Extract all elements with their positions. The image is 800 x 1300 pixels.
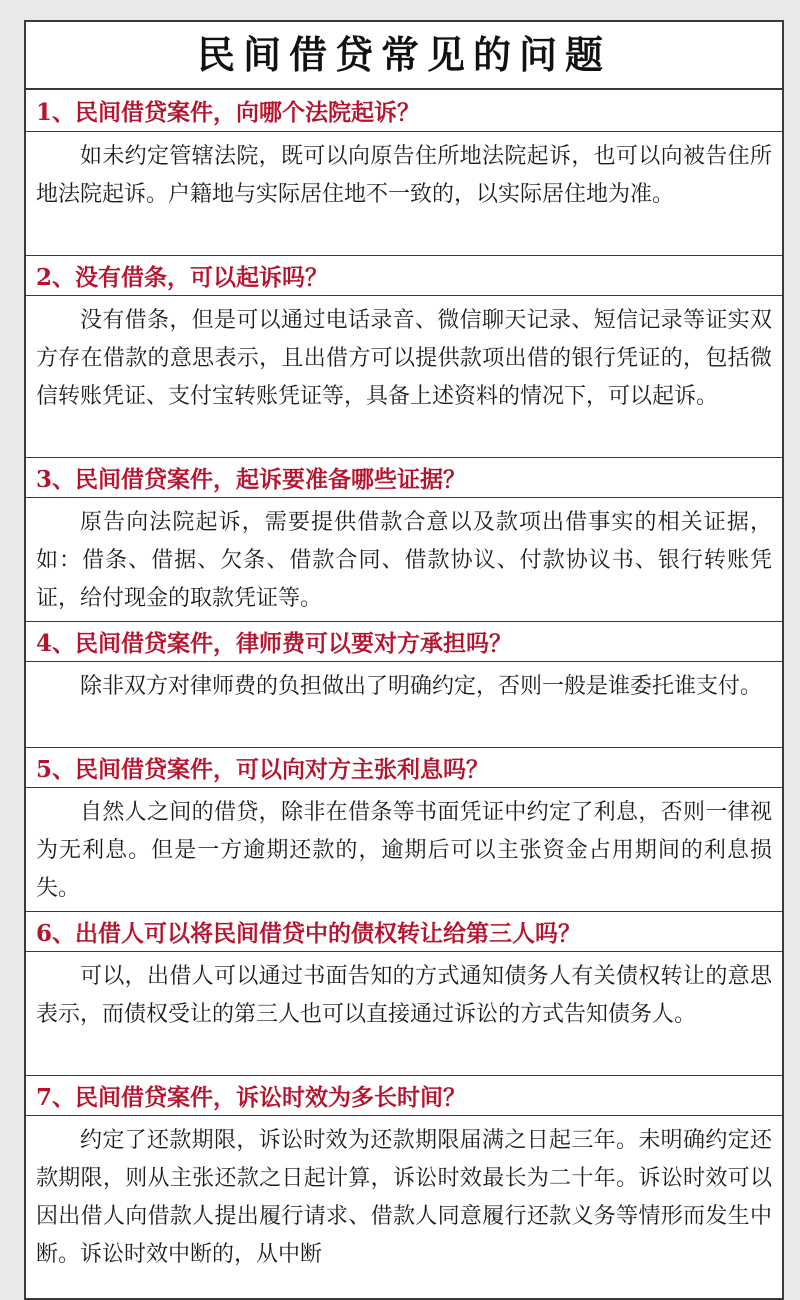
- answer-6: 可以，出借人可以通过书面告知的方式通知债务人有关债权转让的意思表示，而债权受让的第三人也可以直接通过诉讼的方式告知债务人。: [26, 952, 782, 1076]
- question-7: 7、民间借贷案件，诉讼时效为多长时间？: [26, 1076, 782, 1116]
- document-title: 民间借贷常见的问题: [26, 22, 782, 90]
- answer-7: 约定了还款期限，诉讼时效为还款期限届满之日起三年。未明确约定还款期限，则从主张还款之日起计算，诉讼时效最长为二十年。诉讼时效可以因出借人向借款人提出履行请求、借款人同意履行还款义务等情形而发生中断。诉讼时效中断的，从中断: [36, 1128, 772, 1267]
- answer-4: 除非双方对律师费的负担做出了明确约定，否则一般是谁委托谁支付。: [26, 662, 782, 748]
- question-6: 6、出借人可以将民间借贷中的债权转让给第三人吗？: [26, 912, 782, 952]
- answer-2: 没有借条，但是可以通过电话录音、微信聊天记录、短信记录等证实双方存在借款的意思表示，且出借方可以提供款项出借的银行凭证的，包括微信转账凭证、支付宝转账凭证等，具备上述资料的情况下，可以起诉。: [26, 296, 782, 458]
- document-sheet: [24, 20, 784, 1300]
- question-3: 3、民间借贷案件，起诉要准备哪些证据？: [26, 458, 782, 498]
- question-5: 5、民间借贷案件，可以向对方主张利息吗？: [26, 748, 782, 788]
- question-2: 2、没有借条，可以起诉吗？: [26, 256, 782, 296]
- question-4: 4、民间借贷案件，律师费可以要对方承担吗？: [26, 622, 782, 662]
- answer-5: 自然人之间的借贷，除非在借条等书面凭证中约定了利息，否则一律视为无利息。但是一方逾期还款的，逾期后可以主张资金占用期间的利息损失。: [26, 788, 782, 912]
- answer-3: 原告向法院起诉，需要提供借款合意以及款项出借事实的相关证据，如：借条、借据、欠条、借款合同、借款协议、付款协议书、银行转账凭证，给付现金的取款凭证等。: [26, 498, 782, 622]
- question-1: 1、民间借贷案件，向哪个法院起诉？: [26, 90, 782, 132]
- answer-1: 如未约定管辖法院，既可以向原告住所地法院起诉，也可以向被告住所地法院起诉。户籍地与实际居住地不一致的，以实际居住地为准。: [26, 132, 782, 256]
